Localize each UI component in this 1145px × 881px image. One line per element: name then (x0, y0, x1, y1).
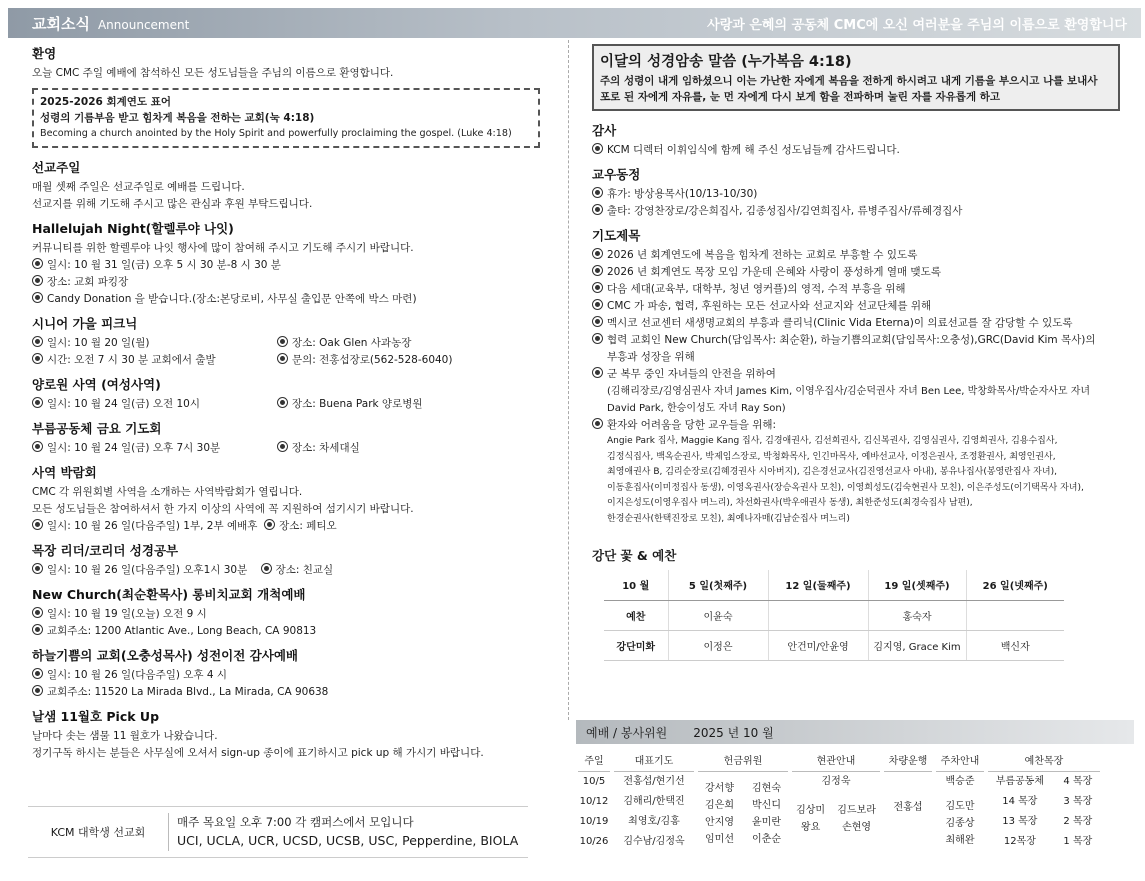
parking-name: 김종상 (945, 818, 975, 829)
prayer-item (592, 366, 1132, 383)
campus-mission-info (168, 813, 518, 851)
col-header: 헌금위원 (698, 752, 788, 772)
heavenly-joy-line (32, 667, 552, 684)
member-news-travel: 출타: 강영찬장로/강은희집사, 김종성집사/김연희집사, 류병주집사/류혜경집사 (607, 205, 963, 217)
nursing-place: 장소: Buena Park 양로병원 (292, 398, 423, 410)
expo-line: 모든 성도님들은 참여하셔서 한 가지 이상의 사역에 꼭 지원하여 섬기시기 바랍니다. (32, 503, 414, 515)
col-header: 현관안내 (792, 752, 880, 772)
table-row (604, 570, 1064, 600)
campus-mission-time: 매주 목요일 오후 7:00 각 캠퍼스에서 모입니다 (177, 815, 414, 829)
table-cell: 5 일(첫째주) (668, 570, 768, 600)
table-cell: 이정은 (668, 630, 768, 660)
sunday-date: 10/19 (579, 816, 609, 827)
bullet-icon (592, 316, 603, 327)
patient-list-line: 한경순권사(한택진장로 모친), 최예나자매(김남순집사 며느리) (607, 513, 850, 524)
col-parking (934, 752, 986, 852)
usher-name: 김정욱 (821, 776, 851, 787)
sunday-date: 10/5 (582, 776, 606, 787)
hallelujah-place: 장소: 교회 파킹장 (47, 276, 129, 288)
prayer-text: David Park, 한승이성도 자녀 Ray Son) (607, 403, 786, 414)
hallelujah-candy: Candy Donation 을 받습니다.(장소:본당로비, 사무실 출입문 안쪽에 박스 마련) (47, 293, 417, 305)
member-news-line (592, 203, 1132, 220)
bullet-icon (264, 519, 275, 530)
table-cell: 26 일(넷째주) (966, 570, 1064, 600)
bullet-icon (32, 292, 43, 303)
section-title (32, 13, 189, 34)
friday-place: 장소: 차세대실 (292, 442, 360, 454)
hallelujah-title: Hallelujah Night(할렐루야 나잇) (32, 221, 234, 236)
prayer-name: 전홍섭/현기선 (623, 776, 685, 787)
mission-section (32, 158, 552, 213)
prayer-name: 김해리/한택진 (623, 796, 685, 807)
devotional-title: 날샘 11월호 Pick Up (32, 709, 160, 724)
heavenly-joy-line (32, 684, 552, 701)
table-cell (768, 600, 868, 630)
prayer-item (592, 247, 1132, 264)
prayer-text: 환자와 어려움을 당한 교우들을 위해: (607, 419, 777, 431)
table-cell: 홍숙자 (868, 600, 966, 630)
col-header: 대표기도 (614, 752, 694, 772)
offering-col (752, 780, 781, 848)
prayer-item (592, 332, 1132, 349)
table-cell: 19 일(셋째주) (868, 570, 966, 600)
usher-col (796, 802, 825, 836)
nursing-date: 일시: 10 월 24 일(금) 오전 10시 (47, 398, 200, 410)
col-praise (986, 752, 1102, 852)
prayer-text: 부흥과 성장을 위해 (607, 351, 695, 363)
memory-verse-line: 주의 성령이 내게 임하셨으니 이는 가난한 자에게 복음을 전하게 하시려고 내게 기름을 부으시고 나를 보내사 (600, 75, 1098, 87)
table-row (604, 600, 1064, 630)
mission-line: 매월 셋째 주일은 선교주일로 예배를 드립니다. (32, 181, 245, 193)
praise-name: 3 목장 (1063, 796, 1093, 807)
col-header: 차량운행 (884, 752, 932, 772)
motto-label: 2025-2026 회계연도 표어 (40, 96, 171, 108)
new-church-section (32, 585, 552, 640)
pastor-study-section (32, 541, 552, 579)
left-column (32, 44, 552, 768)
duty-title: 예배 / 봉사위원 (586, 725, 668, 740)
bullet-icon (32, 563, 43, 574)
senior-row (32, 335, 552, 352)
column-divider (568, 40, 569, 720)
offering-name: 안지영 (705, 817, 734, 828)
friday-date: 일시: 10 월 24 일(금) 오후 7시 30분 (47, 442, 221, 454)
hallelujah-line (32, 291, 552, 308)
devotional-line: 정기구독 하시는 분들은 사무실에 오셔서 sign-up 종이에 표기하시고 pick up 해 가시기 바랍니다. (32, 747, 484, 759)
col-car (882, 752, 934, 852)
usher-col (837, 802, 876, 836)
pastor-study-place: 장소: 친교실 (275, 564, 334, 576)
senior-title: 시니어 가을 피크닉 (32, 316, 138, 331)
bullet-icon (592, 143, 603, 154)
hallelujah-date: 일시: 10 월 31 일(금) 오후 5 시 30 분-8 시 30 분 (47, 259, 281, 271)
patient-list-line: 김정식집사, 백옥순권사, 박제임스장로, 박청화목사, 인긴마목사, 예바선교사, 이정은권사, 조정환권사, 최영인권사, (607, 451, 1056, 462)
prayer-text: 협력 교회인 New Church(담임목사: 최순환), 하늘기쁨의교회(담임목사:오충성),GRC(David Kim 목사)의 (607, 334, 1096, 346)
praise-name: 2 목장 (1063, 816, 1093, 827)
duty-month: 2025 년 10 월 (693, 725, 774, 740)
flower-title: 강단 꽃 & 예찬 (592, 548, 677, 563)
prayer-text: 멕시코 선교센터 새생명교회의 부흥과 클리닉(Clinic Vida Eterna)이 의료선교를 잘 감당할 수 있도록 (607, 317, 1073, 329)
senior-section (32, 314, 552, 369)
bullet-icon (32, 668, 43, 679)
mission-title: 선교주일 (32, 160, 81, 175)
hallelujah-line: 커뮤니티를 위한 할렐루야 나잇 행사에 많이 참여해 주시고 기도해 주시기 바랍니다. (32, 242, 414, 254)
friday-section (32, 419, 552, 457)
heavenly-joy-date: 일시: 10 월 26 일(다음주일) 오후 4 시 (47, 669, 228, 681)
hallelujah-line (32, 274, 552, 291)
bullet-icon (32, 624, 43, 635)
bullet-icon (592, 418, 603, 429)
new-church-line (32, 606, 552, 623)
patient-list-line: 최영애권사 B, 김리순장로(김혜경권사 시아버지), 김은경선교사(김진영선교사 아내), 봉유나집사(봉영란집사 자녀), (607, 467, 1057, 477)
prayer-item (592, 264, 1132, 281)
col-header: 주차안내 (936, 752, 984, 772)
bullet-icon (592, 282, 603, 293)
prayer-title: 기도제목 (592, 228, 641, 243)
usher-name: 왕요 (800, 822, 821, 833)
expo-title: 사역 박람회 (32, 465, 97, 480)
pastor-study-row (32, 562, 552, 579)
bullet-icon (592, 333, 603, 344)
table-cell: 김지영, Grace Kim (868, 630, 966, 660)
memory-verse-line: 포로 된 자에게 자유를, 눈 먼 자에게 다시 보게 함을 전파하며 눌린 자를 자유롭게 하고 (600, 91, 1001, 103)
header-banner (8, 8, 1141, 38)
devotional-section (32, 707, 552, 762)
parking-name: 최해완 (945, 835, 975, 846)
bullet-icon (592, 187, 603, 198)
prayer-text: (김해리장로/김영심권사 자녀 James Kim, 이영우집사/김순덕권사 자녀 Ben Lee, 박창화목사/박순자사모 자녀 (607, 386, 1091, 397)
col-prayer (612, 752, 696, 852)
sunday-date: 10/26 (579, 836, 609, 847)
patient-list-line: Angie Park 집사, Maggie Kang 집사, 김경애권사, 김선희권사, 김신복권사, 김영심권사, 김영희권사, 김용수집사, (607, 436, 1058, 446)
bullet-icon (592, 204, 603, 215)
bullet-icon (592, 248, 603, 259)
title-en: Announcement (97, 17, 190, 32)
bullet-icon (32, 441, 43, 452)
bullet-icon (277, 397, 288, 408)
prayer-text: 2026 년 회계연도에 복음을 힘차게 전하는 교회로 부흥할 수 있도록 (607, 249, 918, 261)
table-cell (966, 600, 1064, 630)
member-news-title: 교우동정 (592, 167, 641, 182)
bullet-icon (32, 353, 43, 364)
col-header: 주일 (578, 752, 610, 772)
expo-place: 장소: 페티오 (279, 520, 337, 532)
flower-section (592, 546, 1064, 661)
table-row (604, 630, 1064, 660)
nursing-row (32, 396, 552, 413)
pastor-study-date: 일시: 10 월 26 일(다음주일) 오후1시 30분 (47, 564, 248, 576)
senior-date: 일시: 10 월 20 일(월) (47, 337, 150, 349)
campus-mission-schools: UCI, UCLA, UCR, UCSD, UCSB, USC, Pepperdine, BIOLA (177, 833, 519, 848)
senior-time: 시간: 오전 7 시 30 분 교회에서 출발 (47, 354, 216, 366)
title-ko: 교회소식 (32, 14, 90, 33)
praise-name: 13 목장 (1002, 816, 1038, 827)
campus-mission-box (28, 806, 528, 858)
praise-name: 4 목장 (1063, 776, 1093, 787)
bullet-icon (32, 607, 43, 618)
prayer-section (592, 226, 1132, 527)
usher-name: 손현영 (842, 822, 872, 833)
bullet-icon (261, 563, 272, 574)
usher-name: 김상미 (796, 805, 826, 816)
offering-name: 박신디 (752, 800, 781, 811)
bullet-icon (32, 685, 43, 696)
welcome-title: 환영 (32, 46, 57, 61)
praise-name: 12목장 (1003, 836, 1036, 847)
col-usher (790, 752, 882, 852)
friday-title: 부름공동체 금요 기도회 (32, 421, 162, 436)
prayer-name: 최영호/김홍 (628, 816, 680, 827)
bullet-icon (32, 275, 43, 286)
duty-header (576, 720, 1134, 744)
praise-name: 1 목장 (1063, 836, 1093, 847)
table-cell: 이윤숙 (668, 600, 768, 630)
thanks-title: 감사 (592, 123, 617, 138)
patient-list-line: 이지은성도(이영우집사 며느리), 차선화권사(박우애권사 동생), 최한준성도(최경숙집사 남편), (607, 498, 973, 508)
member-news-line (592, 186, 1132, 203)
prayer-text: 2026 년 회계연도 목장 모임 가운데 은혜와 사랑이 풍성하게 열매 맺도록 (607, 266, 941, 278)
prayer-item (592, 315, 1132, 332)
col-sunday (576, 752, 612, 852)
hallelujah-section (32, 219, 552, 308)
sunday-date: 10/12 (579, 796, 609, 807)
pastor-study-title: 목장 리더/코리더 성경공부 (32, 543, 179, 558)
offering-name: 윤미란 (752, 817, 781, 828)
expo-row (32, 518, 552, 535)
prayer-text: 다음 세대(교육부, 대학부, 청년 영커플)의 영적, 수적 부흥을 위해 (607, 283, 906, 295)
campus-mission-name: KCM 대학생 선교회 (50, 826, 146, 839)
praise-name: 14 목장 (1002, 796, 1038, 807)
heavenly-joy-section (32, 646, 552, 701)
right-column (592, 44, 1132, 533)
mission-line: 선교지를 위해 기도해 주시고 많은 관심과 후원 부탁드립니다. (32, 198, 313, 210)
nursing-section (32, 375, 552, 413)
praise-col (1063, 772, 1092, 852)
table-cell: 예찬 (604, 600, 668, 630)
offering-name: 강서향 (705, 783, 734, 794)
prayer-item (592, 417, 1132, 434)
welcome-section (32, 44, 552, 82)
praise-names (986, 772, 1102, 852)
expo-line: CMC 각 위원회별 사역을 소개하는 사역박람회가 열립니다. (32, 486, 303, 498)
motto-ko: 성령의 기름부음 받고 힘차게 복음을 전하는 교회(눅 4:18) (40, 112, 315, 124)
flower-table (604, 570, 1064, 661)
bullet-icon (32, 336, 43, 347)
bullet-icon (32, 397, 43, 408)
offering-name: 임미선 (705, 834, 734, 845)
car-name: 전홍섭 (893, 802, 923, 813)
offering-col (705, 780, 734, 848)
bullet-icon (277, 336, 288, 347)
new-church-title: New Church(최순환목사) 롱비치교회 개척예배 (32, 587, 306, 602)
col-offering (696, 752, 790, 852)
col-header: 예찬목장 (988, 752, 1100, 772)
motto-en: Becoming a church anointed by the Holy Spirit and powerfully proclaiming the gospel. (Luke 4:18) (40, 128, 512, 139)
offering-names (696, 772, 790, 848)
heavenly-joy-address: 교회주소: 11520 La Mirada Blvd., La Mirada, CA 90638 (47, 686, 329, 698)
prayer-item (592, 281, 1132, 298)
new-church-line (32, 623, 552, 640)
expo-section (32, 463, 552, 535)
prayer-text: CMC 가 파송, 협력, 후원하는 모든 선교사와 선교지와 선교단체를 위해 (607, 300, 932, 312)
table-cell: 안건미/안윤영 (768, 630, 868, 660)
table-cell: 12 일(둘째주) (768, 570, 868, 600)
usher-names (790, 792, 882, 836)
thanks-text: KCM 디렉터 이휘임식에 함께 해 주신 성도님들께 감사드립니다. (607, 144, 900, 156)
prayer-item (592, 298, 1132, 315)
parking-name: 백승준 (945, 776, 975, 787)
bullet-icon (592, 367, 603, 378)
thanks-line (592, 142, 1132, 159)
bullet-icon (32, 519, 43, 530)
table-cell: 백신자 (966, 630, 1064, 660)
welcome-text: 오늘 CMC 주일 예배에 참석하신 모든 성도님들을 주님의 이름으로 환영합니다. (32, 67, 394, 79)
bullet-icon (277, 353, 288, 364)
welcome-banner: 사랑과 은혜의 공동체 CMC에 오신 여러분을 주님의 이름으로 환영합니다 (707, 17, 1127, 33)
heavenly-joy-title: 하늘기쁨의 교회(오충성목사) 성전이전 감사예배 (32, 648, 298, 663)
offering-name: 김현숙 (752, 783, 781, 794)
member-news-vacation: 휴가: 방상용목사(10/13-10/30) (607, 188, 758, 200)
bullet-icon (277, 441, 288, 452)
friday-row (32, 440, 552, 457)
member-news-section (592, 165, 1132, 220)
parking-name: 김도만 (945, 801, 975, 812)
praise-name: 부름공동체 (995, 776, 1045, 787)
prayer-text: 군 복무 중인 자녀들의 안전을 위하여 (607, 368, 776, 380)
bullet-icon (592, 265, 603, 276)
memory-verse-title: 이달의 성경암송 말씀 (누가복음 4:18) (600, 54, 852, 70)
new-church-address: 교회주소: 1200 Atlantic Ave., Long Beach, CA 90813 (47, 625, 317, 637)
duty-roster (576, 720, 1134, 852)
nursing-title: 양로원 사역 (여성사역) (32, 377, 161, 392)
new-church-date: 일시: 10 월 19 일(오늘) 오전 9 시 (47, 608, 207, 620)
hallelujah-line (32, 257, 552, 274)
bullet-icon (32, 258, 43, 269)
motto-box (32, 88, 540, 148)
praise-col (996, 772, 1044, 852)
expo-date: 일시: 10 월 26 일(다음주일) 1부, 2부 예배후 (47, 520, 258, 532)
devotional-line: 날마다 솟는 샘물 11 월호가 나왔습니다. (32, 730, 218, 742)
prayer-name: 김수남/김정옥 (623, 836, 685, 847)
senior-contact: 문의: 전홍섭장로(562-528-6040) (292, 354, 453, 366)
patient-list-line: 이동훈집사(이미정집사 동생), 이영옥권사(장승옥권사 모친), 이영희성도(김숙현권사 모친), 이은주성도(이기택목사 자녀), (607, 482, 1084, 493)
senior-place: 장소: Oak Glen 사과농장 (292, 337, 412, 349)
table-cell: 10 월 (604, 570, 668, 600)
table-cell: 강단미화 (604, 630, 668, 660)
bullet-icon (592, 299, 603, 310)
offering-name: 김은희 (705, 800, 734, 811)
memory-verse-box (592, 44, 1120, 111)
duty-columns (576, 752, 1134, 852)
thanks-section (592, 121, 1132, 159)
usher-name: 김드보라 (837, 805, 876, 816)
offering-name: 이춘순 (752, 834, 781, 845)
senior-row (32, 352, 552, 369)
